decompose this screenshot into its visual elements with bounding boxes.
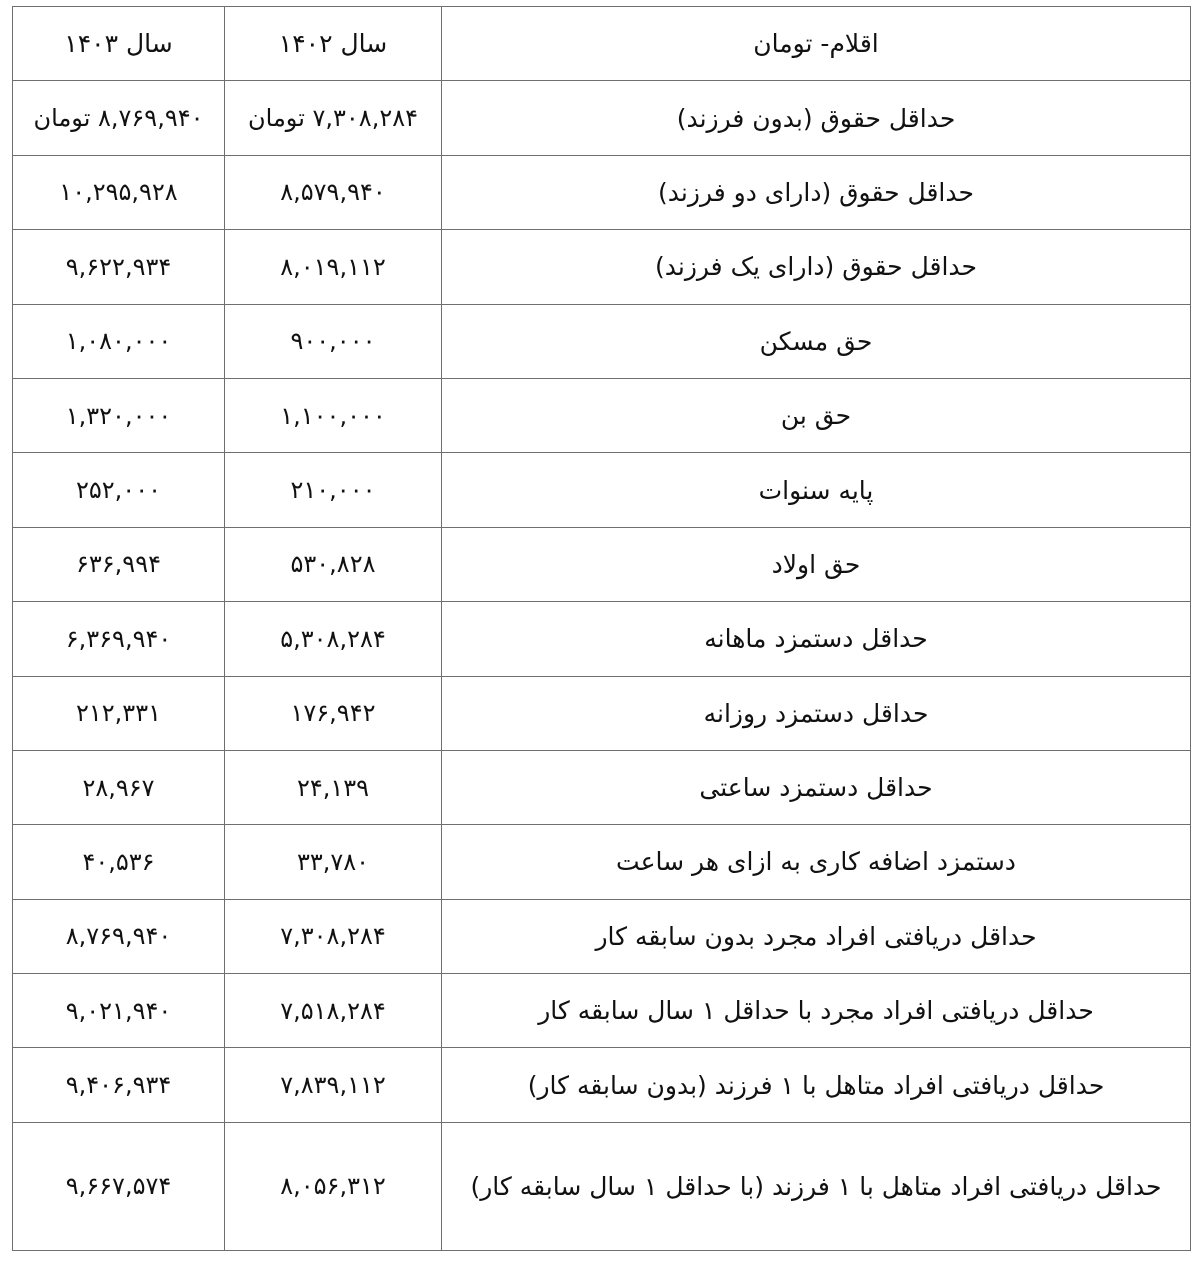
row-item: حق مسکن [442, 304, 1191, 378]
row-value-1402: ۸,۰۵۶,۳۱۲ [225, 1122, 442, 1250]
row-value-1403: ۲۸,۹۶۷ [13, 750, 225, 824]
row-item: پایه سنوات [442, 453, 1191, 527]
table-row [13, 230, 1191, 304]
row-item: حداقل حقوق (دارای یک فرزند) [442, 230, 1191, 304]
row-value-1402: ۳۳,۷۸۰ [225, 825, 442, 899]
row-value-1402: ۷,۵۱۸,۲۸۴ [225, 974, 442, 1048]
table-header-row [13, 7, 1191, 81]
row-value-1402: ۲۴,۱۳۹ [225, 750, 442, 824]
row-value-1403: ۱,۰۸۰,۰۰۰ [13, 304, 225, 378]
table-row [13, 1122, 1191, 1250]
row-value-1402: ۱۷۶,۹۴۲ [225, 676, 442, 750]
row-value-1403: ۶,۳۶۹,۹۴۰ [13, 602, 225, 676]
row-item: حداقل حقوق (بدون فرزند) [442, 81, 1191, 155]
row-item: حداقل دستمزد ماهانه [442, 602, 1191, 676]
wage-comparison-table [12, 6, 1191, 1251]
row-value-1403: ۱,۳۲۰,۰۰۰ [13, 378, 225, 452]
row-item: دستمزد اضافه کاری به ازای هر ساعت [442, 825, 1191, 899]
row-value-1402: ۵,۳۰۸,۲۸۴ [225, 602, 442, 676]
header-year-1403: سال ۱۴۰۳ [13, 7, 225, 81]
table-row [13, 974, 1191, 1048]
row-item: حداقل دریافتی افراد متاهل با ۱ فرزند (با حداقل ۱ سال سابقه کار) [442, 1122, 1191, 1250]
row-value-1403: ۸,۷۶۹,۹۴۰ [13, 899, 225, 973]
row-value-1403: ۸,۷۶۹,۹۴۰ تومان [13, 81, 225, 155]
table-row [13, 304, 1191, 378]
header-year-1402: سال ۱۴۰۲ [225, 7, 442, 81]
row-value-1402: ۲۱۰,۰۰۰ [225, 453, 442, 527]
row-value-1403: ۹,۶۶۷,۵۷۴ [13, 1122, 225, 1250]
row-item: حداقل دریافتی افراد مجرد با حداقل ۱ سال سابقه کار [442, 974, 1191, 1048]
row-value-1403: ۹,۰۲۱,۹۴۰ [13, 974, 225, 1048]
table-row [13, 378, 1191, 452]
table-row [13, 453, 1191, 527]
row-value-1402: ۷,۳۰۸,۲۸۴ تومان [225, 81, 442, 155]
table-row [13, 825, 1191, 899]
table-row [13, 899, 1191, 973]
table-row [13, 1048, 1191, 1122]
row-value-1402: ۸,۵۷۹,۹۴۰ [225, 155, 442, 229]
row-value-1402: ۹۰۰,۰۰۰ [225, 304, 442, 378]
row-value-1403: ۱۰,۲۹۵,۹۲۸ [13, 155, 225, 229]
table-row [13, 81, 1191, 155]
row-value-1403: ۶۳۶,۹۹۴ [13, 527, 225, 601]
row-value-1402: ۱,۱۰۰,۰۰۰ [225, 378, 442, 452]
row-value-1403: ۲۱۲,۳۳۱ [13, 676, 225, 750]
row-item: حداقل حقوق (دارای دو فرزند) [442, 155, 1191, 229]
table-row [13, 527, 1191, 601]
row-value-1402: ۵۳۰,۸۲۸ [225, 527, 442, 601]
row-item: حق بن [442, 378, 1191, 452]
row-item: حداقل دستمزد ساعتی [442, 750, 1191, 824]
row-value-1402: ۷,۸۳۹,۱۱۲ [225, 1048, 442, 1122]
row-item: حداقل دریافتی افراد مجرد بدون سابقه کار [442, 899, 1191, 973]
table-row [13, 676, 1191, 750]
row-item: حداقل دستمزد روزانه [442, 676, 1191, 750]
row-value-1402: ۷,۳۰۸,۲۸۴ [225, 899, 442, 973]
row-value-1403: ۹,۴۰۶,۹۳۴ [13, 1048, 225, 1122]
row-value-1403: ۴۰,۵۳۶ [13, 825, 225, 899]
row-item: حداقل دریافتی افراد متاهل با ۱ فرزند (بدون سابقه کار) [442, 1048, 1191, 1122]
row-item: حق اولاد [442, 527, 1191, 601]
table-row [13, 602, 1191, 676]
row-value-1403: ۲۵۲,۰۰۰ [13, 453, 225, 527]
table-row [13, 750, 1191, 824]
row-value-1402: ۸,۰۱۹,۱۱۲ [225, 230, 442, 304]
table-row [13, 155, 1191, 229]
row-value-1403: ۹,۶۲۲,۹۳۴ [13, 230, 225, 304]
header-item: اقلام- تومان [442, 7, 1191, 81]
